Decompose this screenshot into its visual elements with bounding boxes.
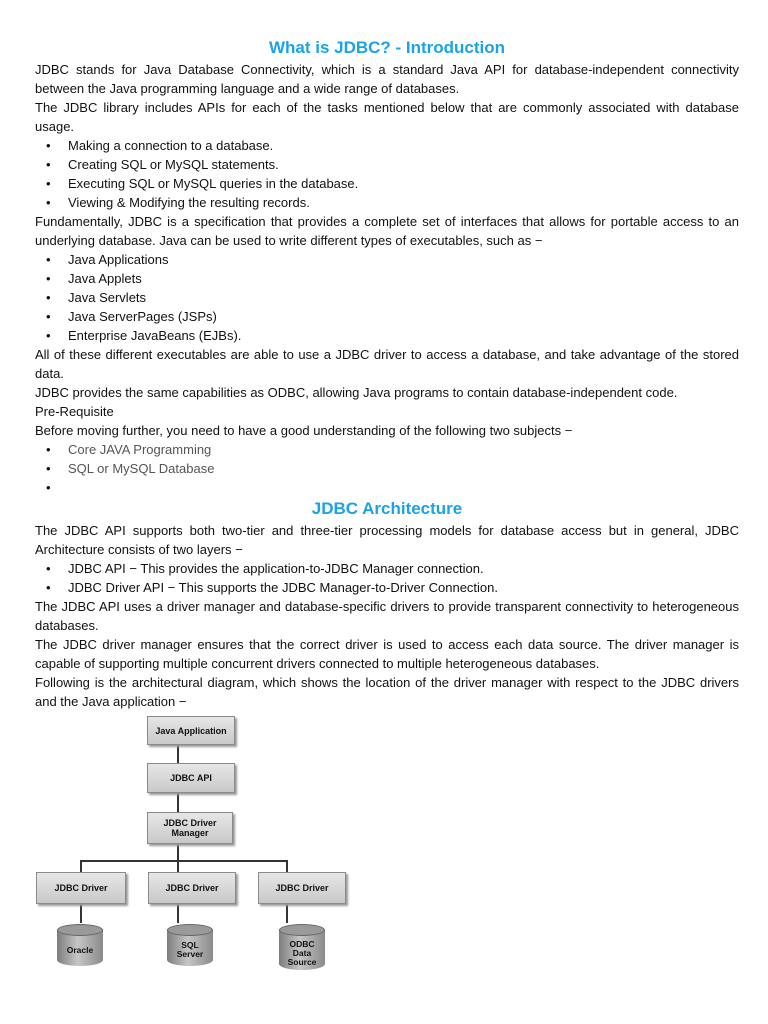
prerequisite-list	[35, 440, 739, 497]
jdbc-driver-box: JDBC Driver	[36, 872, 126, 904]
bullet-icon: •	[46, 309, 51, 324]
bullet-icon: •	[46, 442, 51, 457]
list-item: • Enterprise JavaBeans (EJBs).	[46, 328, 242, 343]
connector-line	[286, 902, 288, 923]
database-icon	[167, 924, 213, 968]
connector-line	[80, 902, 82, 923]
database-label: SQL Server	[176, 940, 204, 959]
paragraph: Before moving further, you need to have a good understanding of the following two subjects −	[35, 423, 573, 438]
layers-list	[35, 559, 739, 597]
paragraph: The JDBC library includes APIs for each of the tasks mentioned below that are commonly associated with database usage.	[35, 100, 739, 134]
bullet-icon: •	[46, 480, 51, 495]
java-application-box: Java Application	[147, 716, 235, 745]
paragraph: JDBC provides the same capabilities as ODBC, allowing Java programs to contain database-independent code.	[35, 385, 678, 400]
paragraph: Fundamentally, JDBC is a specification that provides a complete set of interfaces that allows for portable access to an underlying database. Java can be used to write different types of executables, such as −	[35, 214, 739, 248]
list-item: • Java Applets	[46, 271, 142, 286]
bullet-icon: •	[46, 561, 51, 576]
bullet-icon: •	[46, 195, 51, 210]
database-icon	[57, 924, 103, 968]
list-item: • Executing SQL or MySQL queries in the database.	[46, 176, 359, 191]
bullet-icon: •	[46, 157, 51, 172]
paragraph: All of these different executables are able to use a JDBC driver to access a database, and take advantage of the stored data.	[35, 347, 739, 381]
prerequisite-label: Pre-Requisite	[35, 404, 114, 419]
bullet-icon: •	[46, 290, 51, 305]
list-item: • Creating SQL or MySQL statements.	[46, 157, 279, 172]
driver-manager-box: JDBC Driver Manager	[147, 812, 233, 844]
database-label: ODBC Data Source	[287, 938, 317, 967]
bullet-icon: •	[46, 580, 51, 595]
connector-line	[177, 844, 179, 873]
jdbc-driver-box: JDBC Driver	[148, 872, 236, 904]
connector-line	[177, 902, 179, 923]
task-list	[35, 136, 739, 212]
list-item: • Core JAVA Programming	[46, 442, 212, 457]
bullet-icon: •	[46, 328, 51, 343]
paragraph: The JDBC API supports both two-tier and three-tier processing models for database access but in general, JDBC Architecture consists of two layers −	[35, 523, 739, 557]
jdbc-api-box: JDBC API	[147, 763, 235, 793]
connector-line	[177, 791, 179, 813]
document-page	[35, 36, 739, 711]
list-item: • Java Servlets	[46, 290, 147, 305]
list-item: • SQL or MySQL Database	[46, 461, 215, 476]
paragraph: Following is the architectural diagram, which shows the location of the driver manager with respect to the JDBC drivers and the Java application −	[35, 675, 739, 709]
jdbc-driver-box: JDBC Driver	[258, 872, 346, 904]
list-item: • Making a connection to a database.	[46, 138, 274, 153]
bullet-icon: •	[46, 271, 51, 286]
bullet-icon: •	[46, 176, 51, 191]
bullet-icon: •	[46, 252, 51, 267]
connector-line	[80, 860, 286, 862]
list-item: • Java ServerPages (JSPs)	[46, 309, 217, 324]
paragraph: The JDBC API uses a driver manager and database-specific drivers to provide transparent connectivity to heterogeneous databases.	[35, 599, 739, 633]
database-label: Oracle	[66, 944, 94, 955]
jdbc-architecture-diagram	[30, 714, 350, 979]
bullet-icon: •	[46, 461, 51, 476]
database-icon	[279, 924, 325, 972]
architecture-heading: JDBC Architecture	[311, 499, 463, 518]
paragraph: The JDBC driver manager ensures that the correct driver is used to access each data source. The driver manager is capable of supporting multiple concurrent drivers connected to multiple heterogeneous databases.	[35, 637, 739, 671]
connector-line	[177, 742, 179, 764]
list-item: • JDBC Driver API − This supports the JDBC Manager-to-Driver Connection.	[46, 580, 499, 595]
list-item: • JDBC API − This provides the application-to-JDBC Manager connection.	[46, 561, 484, 576]
paragraph: JDBC stands for Java Database Connectivity, which is a standard Java API for database-independent connectivity between the Java programming language and a wide range of databases.	[35, 62, 739, 96]
list-item: • Viewing & Modifying the resulting records.	[46, 195, 310, 210]
bullet-icon: •	[46, 138, 51, 153]
intro-heading: What is JDBC? - Introduction	[268, 38, 506, 57]
executables-list	[35, 250, 739, 345]
list-item	[35, 478, 739, 497]
list-item: • Java Applications	[46, 252, 169, 267]
